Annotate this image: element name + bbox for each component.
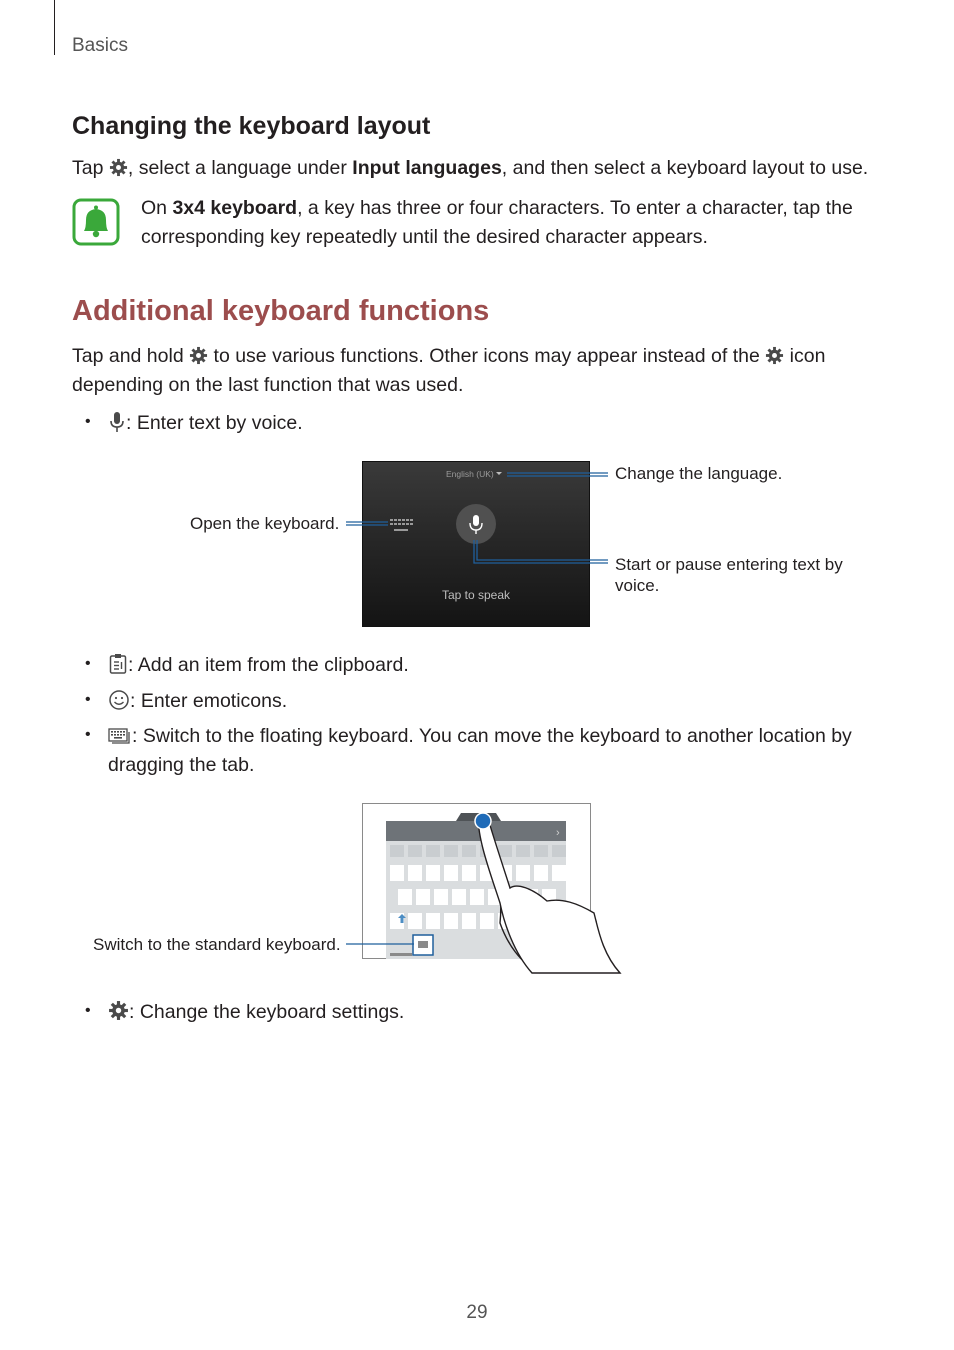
keyboard-key (426, 845, 440, 857)
keyboard-key (552, 865, 566, 881)
keyboard-key (408, 845, 422, 857)
gear-icon (765, 346, 784, 365)
callout-open-keyboard: Open the keyboard. (190, 514, 340, 533)
microphone-icon (108, 411, 126, 433)
keyboard-key (516, 845, 530, 857)
bullet-dot: • (85, 413, 91, 430)
functions-intro-paragraph: Tap and hold to use various functions. Other icons may appear instead of the icon depending on the last function that was used. (72, 345, 826, 396)
bullet-floating-keyboard: : Switch to the floating keyboard. You can move the keyboard to another location by dragging the tab. (108, 725, 852, 776)
gear-icon (108, 1000, 129, 1021)
smiley-icon (108, 689, 130, 711)
bullet-settings: : Change the keyboard settings. (108, 998, 404, 1027)
floating-keyboard-icon (108, 726, 132, 746)
keyboard-key (480, 913, 494, 929)
standard-callout-line (344, 940, 416, 948)
keyboard-key (390, 953, 412, 956)
keyboard-key (462, 913, 476, 929)
keyboard-key (516, 865, 530, 881)
bullet-emoticons: : Enter emoticons. (108, 687, 287, 716)
keyboard-key (444, 845, 458, 857)
bullet-dot: • (85, 655, 91, 672)
gear-icon (109, 158, 128, 177)
svg-text:›: › (556, 827, 560, 839)
note-text: On 3x4 keyboard, a key has three or four characters. To enter a character, tap the corresponding key repeatedly until the desired character appears. (141, 197, 853, 248)
keyboard-key (390, 865, 404, 881)
keyboard-key (416, 889, 430, 905)
floating-keyboard-screenshot (362, 803, 624, 975)
header-section-label: Basics (72, 35, 128, 56)
keyboard-key (534, 845, 548, 857)
keyboard-key (444, 865, 458, 881)
keyboard-key (470, 889, 484, 905)
section-title-keyboard-layout: Changing the keyboard layout (72, 112, 431, 140)
note-bell-icon (72, 198, 120, 246)
bullet-dot: • (85, 726, 91, 743)
keyboard-key (434, 889, 448, 905)
keyboard-key (534, 865, 548, 881)
keyboard-key (452, 889, 466, 905)
clipboard-icon (108, 653, 128, 675)
keyboard-key (398, 889, 412, 905)
keyboard-key (552, 845, 566, 857)
keyboard-key (462, 865, 476, 881)
keyboard-key (408, 913, 422, 929)
gear-icon (189, 346, 208, 365)
tap-to-speak-label: Tap to speak (441, 588, 511, 602)
keyboard-key (444, 913, 458, 929)
section-title-additional-functions: Additional keyboard functions (72, 295, 490, 327)
bullet-voice: : Enter text by voice. (108, 409, 303, 438)
page-number: 29 (466, 1302, 488, 1323)
keyboard-key (426, 913, 440, 929)
bullet-clipboard: : Add an item from the clipboard. (108, 651, 409, 680)
bullet-dot: • (85, 1002, 91, 1019)
callout-switch-standard: Switch to the standard keyboard. (93, 935, 341, 954)
keyboard-key (390, 845, 404, 857)
keyboard-key (462, 845, 476, 857)
bullet-dot: • (85, 691, 91, 708)
language-selector[interactable]: English (UK) (446, 469, 494, 479)
callout-change-language: Change the language. (615, 464, 783, 483)
callout-start-pause-voice: Start or pause entering text by voice. (615, 555, 843, 595)
touch-point (475, 813, 491, 829)
layout-intro-paragraph: Tap , select a language under Input languages, and then select a keyboard layout to use. (72, 157, 869, 179)
header-rule (54, 0, 55, 55)
keyboard-key (408, 865, 422, 881)
voice-callout-lines (340, 460, 620, 580)
keyboard-key (426, 865, 440, 881)
